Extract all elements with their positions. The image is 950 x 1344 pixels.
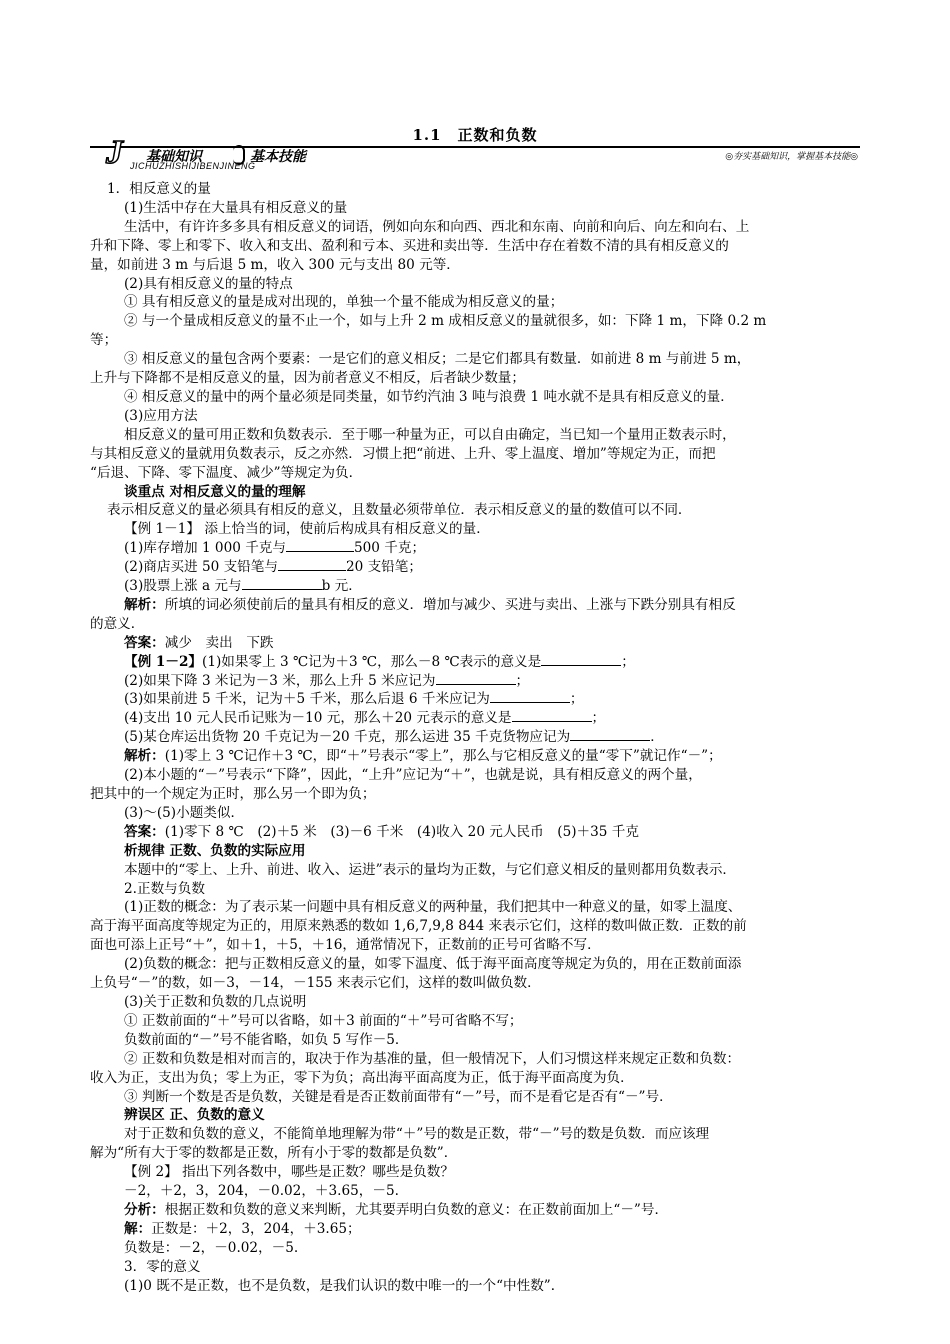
banner-title-right: 基本技能: [250, 149, 306, 165]
paragraph: 等；: [90, 332, 118, 349]
lead-keyword: 分析：: [124, 1201, 165, 1218]
fill-blank: [512, 709, 592, 722]
banner-slogan: ◎夯实基础知识，掌握基本技能◎: [725, 152, 858, 162]
paragraph: 负数前面的“－”号不能省略，如负 5 写作－5．: [124, 1031, 409, 1048]
question-line: (4)支出 10 元人民币记账为－10 元，那么＋20 元表示的意义是 ；: [124, 710, 606, 727]
answer: 答案：减少 卖出 下跌: [124, 634, 274, 651]
paragraph: “后退、下降、零下温度、减少”等规定为负．: [90, 464, 363, 481]
fill-blank: [490, 690, 570, 703]
banner-title-left: 基础知识: [146, 149, 202, 165]
paragraph: ② 与一个量成相反意义的量不止一个，如与上升 2 m 成相反意义的量就很多，如：下降 1 m，下降 0.2 m: [124, 313, 767, 330]
paragraph: ③ 判断一个数是否是负数，关键是看是否正数前面带有“－”号，而不是看它是否有“－”号．: [124, 1088, 673, 1105]
analysis: 解析：(1)零上 3 ℃记作＋3 ℃，即“＋”号表示“零上”，那么与它相反意义的量“零下”就记作“－”；: [124, 748, 722, 765]
paragraph: (2)负数的概念：把与正数相反意义的量，如零下温度、低于海平面高度等规定为负的，用在正数前面添: [124, 956, 742, 973]
example-heading: 【例 2】 指出下列各数中，哪些是正数？哪些是负数？: [124, 1164, 454, 1181]
fill-blank: [570, 728, 650, 741]
banner-pinyin: JICHUZHISHIJIBENJINENG: [130, 161, 256, 171]
paragraph: ① 具有相反意义的量是成对出现的，单独一个量不能成为相反意义的量；: [124, 294, 564, 311]
document-body: [90, 180, 860, 1295]
paragraph: 收入为正，支出为负；零上为正，零下为负；高出海平面高度为正，低于海平面高度为负．: [90, 1069, 634, 1086]
fill-blank: [436, 672, 516, 685]
paragraph: 量，如前进 3 m 与后退 5 m，收入 300 元与支出 80 元等．: [90, 256, 460, 273]
lead-keyword: 解析：: [124, 596, 165, 613]
banner-logo-letter: J: [106, 134, 123, 171]
paragraph: 与其相反意义的量就用负数表示，反之亦然．习惯上把“前进、上升、零上温度、增加”等规定为正，而把: [90, 445, 716, 462]
paragraph: 上负号“－”的数，如－3，－14，－155 来表示它们，这样的数叫做负数．: [90, 975, 541, 992]
tip-heading: 析规律 正数、负数的实际应用: [124, 842, 306, 859]
tip-heading: 辨误区 正、负数的意义: [124, 1107, 265, 1124]
answer: 解：正数是：＋2，3，204，＋3.65；: [124, 1220, 361, 1237]
paragraph: (1)生活中存在大量具有相反意义的量: [124, 199, 348, 216]
question-line: (3)股票上涨 a 元与 b 元．: [124, 578, 362, 595]
paragraph: 表示相反意义的量必须具有相反的意义，且数量必须带单位．表示相反意义的量的数值可以不同．: [107, 502, 692, 519]
page-title: 1.1 正数和负数: [412, 126, 538, 144]
question-line: (3)如果前进 5 千米，记为＋5 千米，那么后退 6 千米应记为 ；: [124, 691, 584, 708]
fill-blank: [242, 577, 322, 590]
paragraph: 上升与下降都不是相反意义的量，因为前者意义不相反，后者缺少数量；: [90, 370, 525, 387]
answer: 答案：(1)零下 8 ℃ (2)＋5 米 (3)－6 千米 (4)收入 20 元人民币 (5)＋35 千克: [124, 823, 639, 840]
paragraph: ① 正数前面的“＋”号可以省略，如＋3 前面的“＋”号可省略不写；: [124, 1012, 523, 1029]
tip-heading: 谈重点 对相反意义的量的理解: [124, 483, 306, 500]
example-heading: 【例 1－1】 添上恰当的词，使前后构成具有相反意义的量．: [124, 521, 490, 538]
heading: 2.正数与负数: [124, 880, 205, 897]
fill-blank: [278, 558, 346, 571]
answer: 负数是：－2，－0.02，－5.: [124, 1239, 299, 1256]
paragraph: 本题中的“零上、上升、前进、收入、运进”表示的量均为正数，与它们意义相反的量则都用负数表示．: [124, 861, 737, 878]
analysis: 解析：所填的词必须使前后的量具有相反的意义．增加与减少、买进与卖出、上涨与下跌分别具有相反: [124, 596, 736, 613]
paragraph: 相反意义的量可用正数和负数表示．至于哪一种量为正，可以自由确定，当已知一个量用正数表示时，: [124, 426, 736, 443]
fill-blank: [286, 539, 354, 552]
question-line: (5)某仓库运出货物 20 千克记为－20 千克，那么运进 35 千克货物应记为 ．: [124, 729, 664, 746]
analysis: 的意义．: [90, 615, 145, 632]
heading: 3．零的意义: [124, 1258, 201, 1275]
paragraph: 对于正数和负数的意义，不能简单地理解为带“＋”号的数是正数，带“－”号的数是负数．而应该理: [124, 1126, 710, 1143]
paragraph: 解为“所有大于零的数都是正数，所有小于零的数都是负数”．: [90, 1145, 458, 1162]
paragraph: (2)具有相反意义的量的特点: [124, 275, 293, 292]
analysis: (2)本小题的“－”号表示“下降”，因此，“上升”应记为“＋”，也就是说，具有相反意义的两个量，: [124, 767, 702, 784]
paragraph: (3)应用方法: [124, 407, 198, 424]
paragraph: ③ 相反意义的量包含两个要素：一是它们的意义相反；二是它们都具有数量．如前进 8 m 与前进 5 m，: [124, 351, 751, 368]
paragraph: (1)正数的概念：为了表示某一问题中具有相反意义的两种量，我们把其中一种意义的量，如零上温度、: [124, 899, 742, 916]
paragraph: (3)关于正数和负数的几点说明: [124, 993, 307, 1010]
analysis: (3)～(5)小题类似．: [124, 804, 245, 821]
paragraph: ② 正数和负数是相对而言的，取决于作为基准的量，但一般情况下，人们习惯这样来规定正数和负数：: [124, 1050, 741, 1067]
paragraph: 高于海平面高度等规定为正的，用原来熟悉的数如 1,6,7,9,8 844 来表示它们，这样的数叫做正数．正数的前: [90, 918, 747, 935]
circled-number: ③: [124, 351, 142, 368]
question-line: (2)如果下降 3 米记为－3 米，那么上升 5 米应记为 ；: [124, 672, 530, 689]
paragraph: 面也可添上正号“＋”，如＋1，＋5，＋16，通常情况下，正数前的正号可省略不写．: [90, 937, 601, 954]
paragraph: 升和下降、零上和零下、收入和支出、盈利和亏本、买进和卖出等．生活中存在着数不清的具有相反意义的: [90, 237, 729, 254]
paragraph: －2，＋2，3，204，－0.02，＋3.65，－5.: [124, 1183, 399, 1200]
question-line: (1)库存增加 1 000 千克与 500 千克；: [124, 540, 426, 557]
question-line: (2)商店买进 50 支铅笔与 20 支铅笔；: [124, 559, 422, 576]
analysis: 把其中的一个规定为正时，那么另一个即为负；: [90, 786, 376, 802]
paragraph: 生活中，有许许多多具有相反意义的词语，例如向东和向西、西北和东南、向前和向后、向左和向右、上: [124, 218, 750, 235]
paragraph: ④ 相反意义的量中的两个量必须是同类量，如节约汽油 3 吨与浪费 1 吨水就不是具有相反意义的量．: [124, 388, 734, 405]
analysis: 分析：根据正数和负数的意义来判断，尤其要弄明白负数的意义：在正数前面加上“－”号．: [124, 1201, 669, 1218]
fill-blank: [541, 653, 621, 666]
question-line: 【例 1－2】(1)如果零上 3 ℃记为＋3 ℃，那么－8 ℃表示的意义是 ；: [124, 653, 635, 670]
heading: 1．相反意义的量: [107, 181, 211, 197]
paragraph: (1)0 既不是正数，也不是负数，是我们认识的数中唯一的一个“中性数”．: [124, 1277, 565, 1294]
